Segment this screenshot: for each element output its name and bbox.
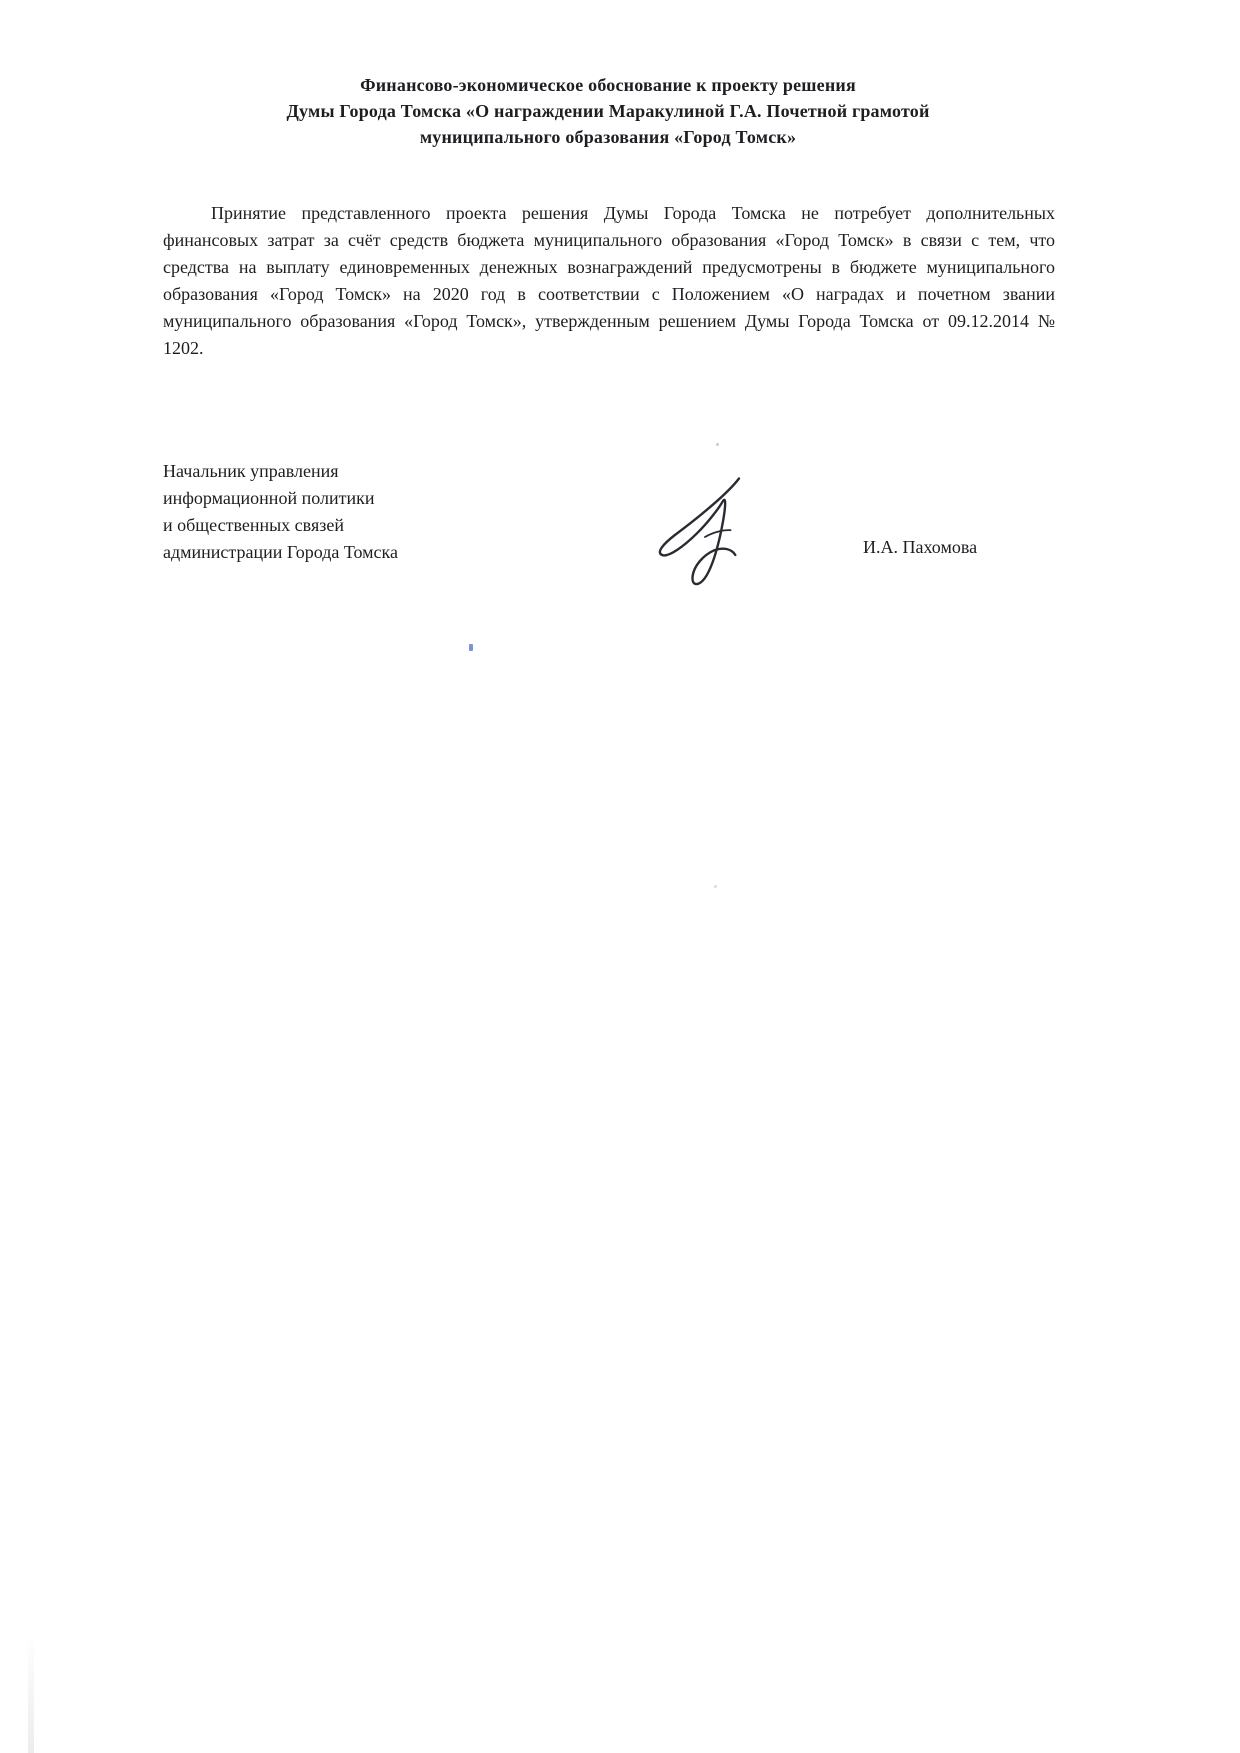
body-paragraph: Принятие представленного проекта решения Думы Города Томска не потребует дополнительных финансовых затрат за счёт средств бюджета муниципального образования «Город Томск» в связи с тем, что средства на выплату единовременных денежных вознаграждений предусмотрены в бюджете муниципального образования «Город Томск» на 2020 год в соответствии с Положением «О наградах и почетном звании муниципального образования «Город Томск», утвержденным решением Думы Города Томска от 09.12.2014 № 1202. [163, 203, 1055, 358]
signer-name: И.А. Пахомова [863, 537, 978, 557]
signoff-position-line: администрации Города Томска [163, 542, 398, 562]
handwritten-signature [641, 471, 769, 604]
document-body [163, 200, 1055, 362]
scan-artifact-speck [714, 885, 717, 888]
document-title-line: муниципального образования «Город Томск» [419, 127, 797, 147]
document-title-line: Думы Города Томска «О награждении Маракулиной Г.А. Почетной грамотой [286, 101, 930, 121]
signoff-position-line: Начальник управления [163, 461, 339, 481]
document-title [163, 72, 1053, 150]
signature-stroke-graphic [641, 471, 769, 604]
scan-edge-shadow [28, 1633, 34, 1753]
signoff-position-block [163, 458, 523, 566]
scan-artifact-speck [716, 443, 719, 446]
scan-artifact-blue-speck [469, 644, 473, 651]
signoff-position-line: информационной политики [163, 488, 375, 508]
document-title-line: Финансово-экономическое обоснование к проекту решения [360, 75, 856, 95]
signoff-position-line: и общественных связей [163, 515, 344, 535]
